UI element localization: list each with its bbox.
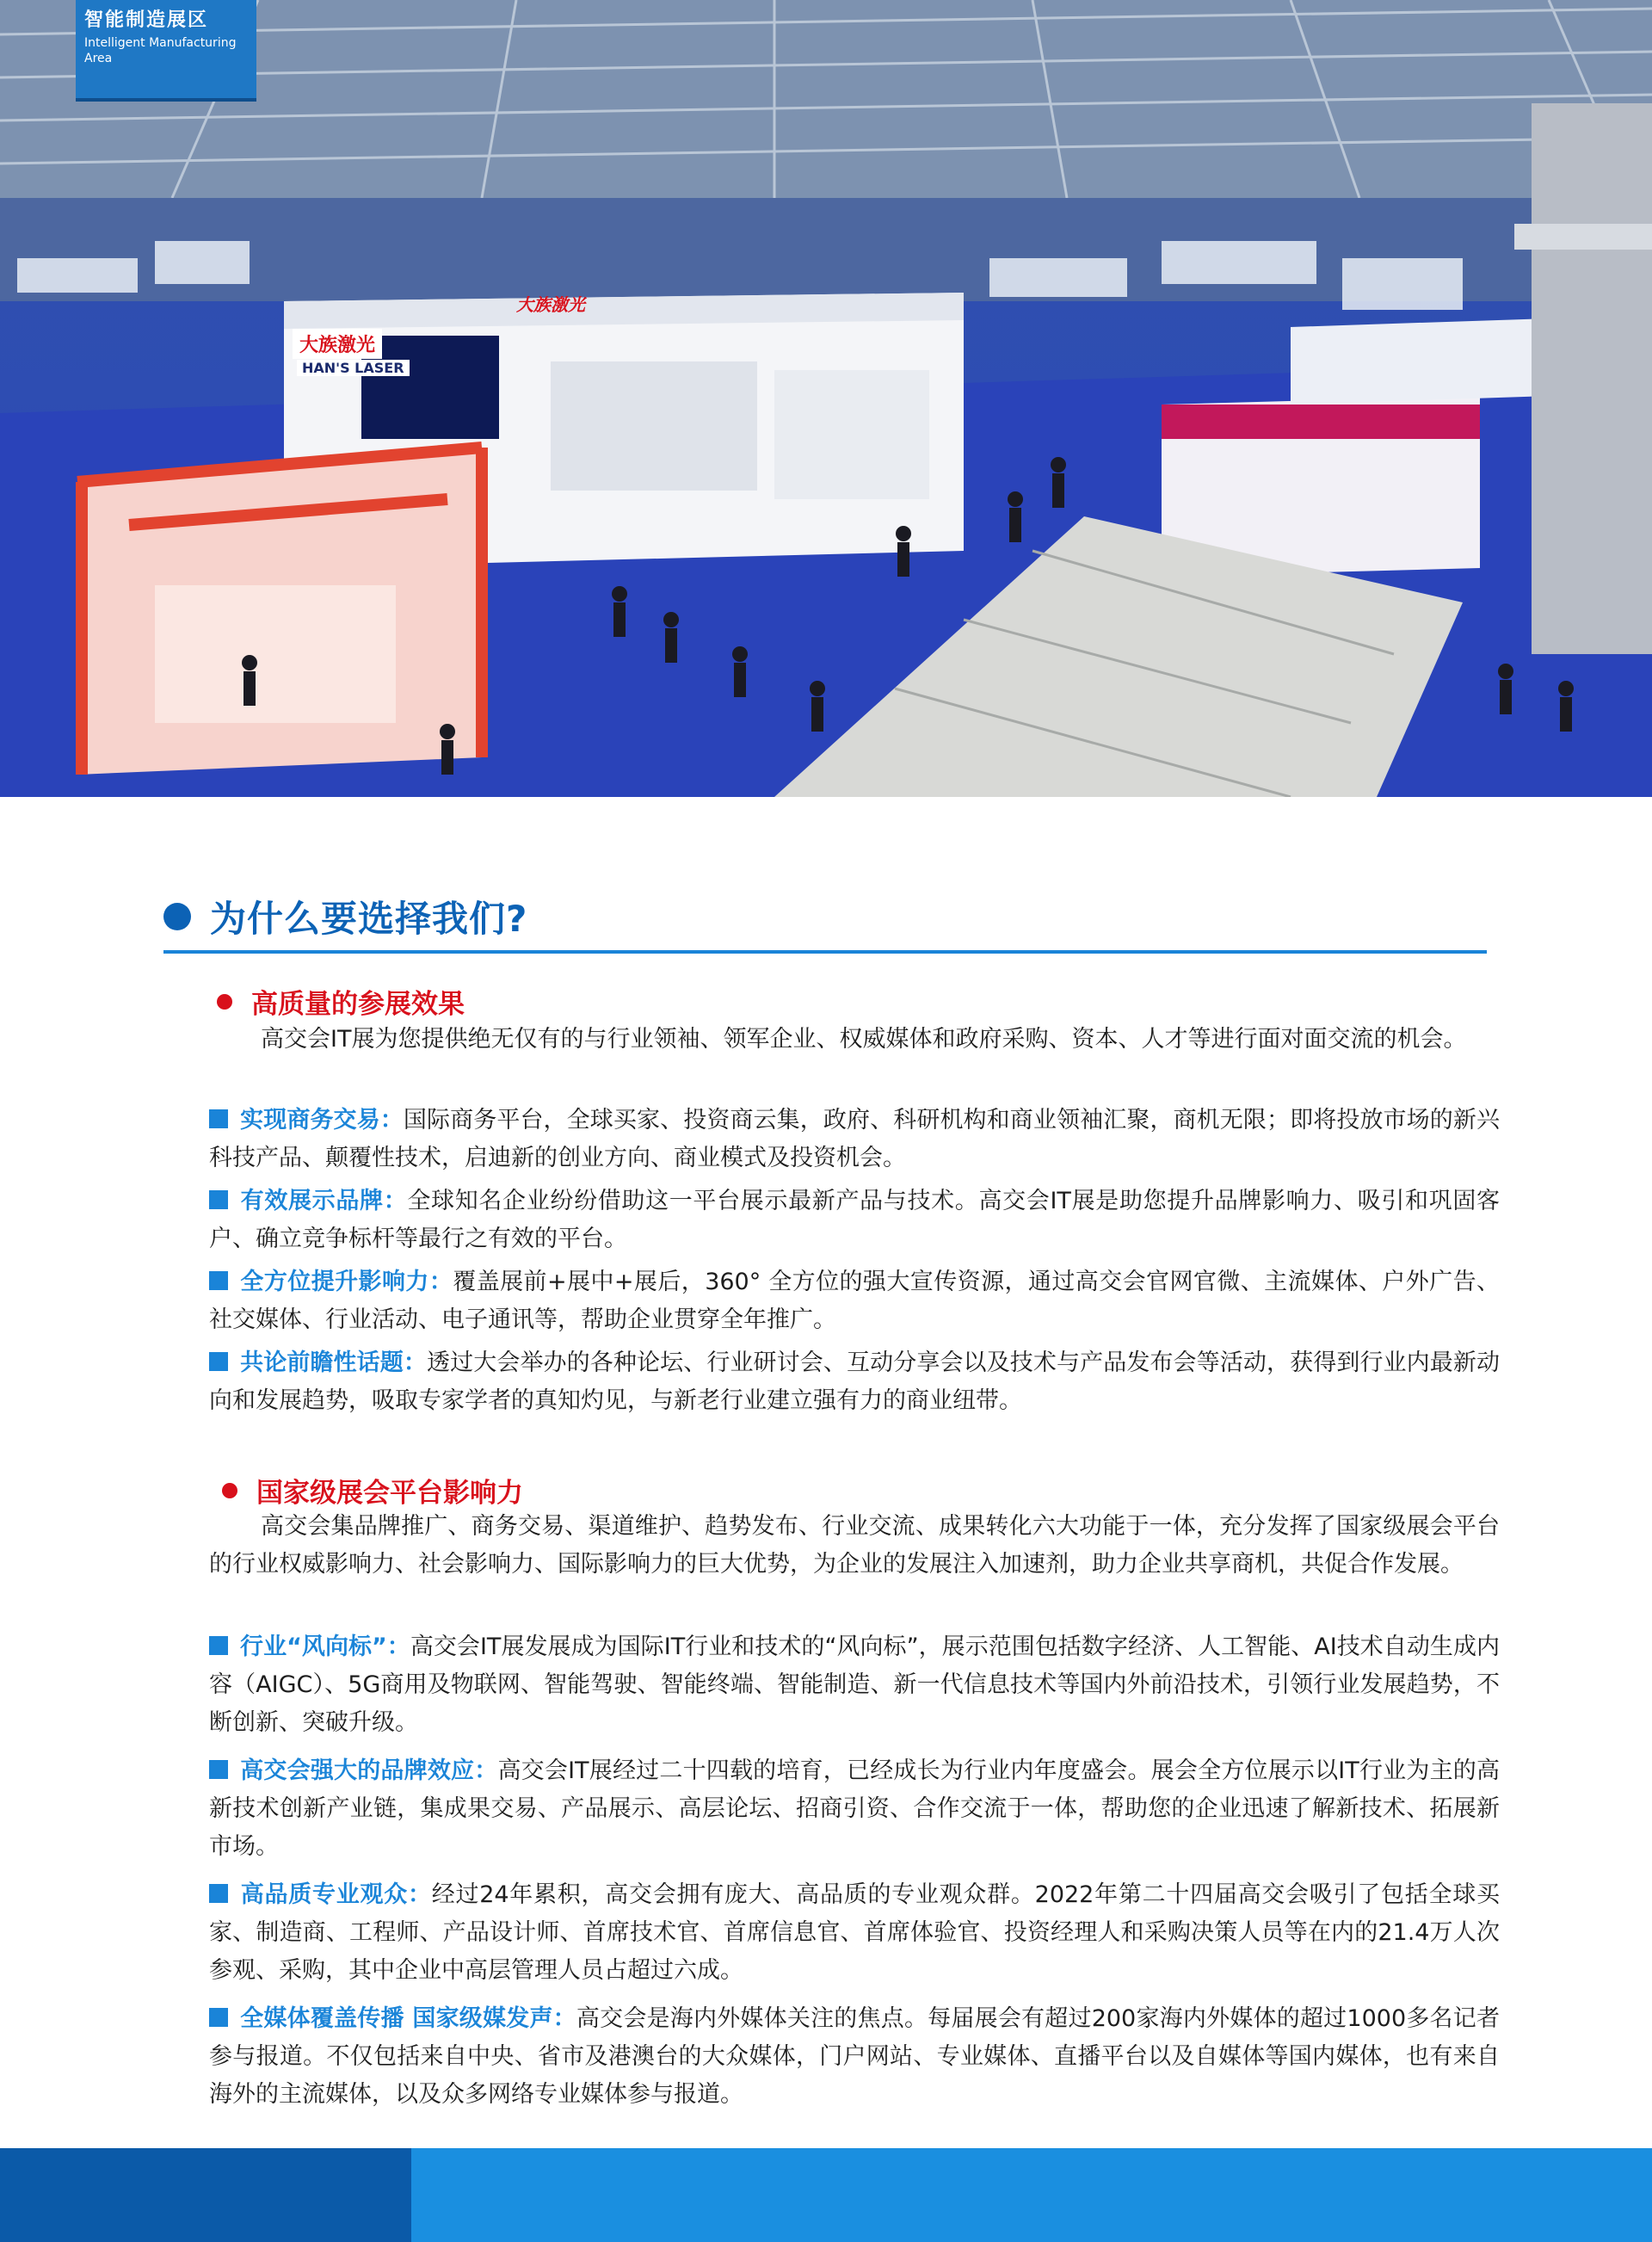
part2-intro: 高交会集品牌推广、商务交易、渠道维护、趋势发布、行业交流、成果转化六大功能于一体，充分发挥了国家级展会平台的行业权威影响力、社会影响力、国际影响力的巨大优势，为企业的发展注入加速剂，助力企业共享商机，共促合作发展。 <box>209 1513 1500 1578</box>
item-text: 高交会IT展经过二十四载的培育，已经成长为行业内年度盛会。展会全方位展示以IT行业为主的高新技术创新产业链，集成果交易、产品展示、高层论坛、招商引资、合作交流于一体，帮助您的企业迅速了解新技术、拓展新市场。 <box>209 1757 1500 1860</box>
item-label: 高交会强大的品牌效应： <box>240 1757 498 1784</box>
zone-sign-cn: 智能制造展区 <box>84 9 209 31</box>
item-label: 共论前瞻性话题： <box>240 1350 427 1376</box>
square-bullet-icon <box>209 1636 228 1655</box>
part1-item <box>209 1344 1500 1420</box>
part1-item <box>209 1263 1500 1339</box>
item-label: 全方位提升影响力： <box>240 1269 453 1295</box>
part2-item <box>209 1752 1500 1866</box>
square-bullet-icon <box>209 1884 228 1903</box>
part2-item <box>209 1628 1500 1742</box>
item-text: 国际商务平台，全球买家、投资商云集，政府、科研机构和商业领袖汇聚，商机无限；即将投放市场的新兴科技产品、颠覆性技术，启迪新的创业方向、商业模式及投资机会。 <box>209 1107 1500 1171</box>
item-text: 覆盖展前+展中+展后，360° 全方位的强大宣传资源，通过高交会官网官微、主流媒体、户外广告、社交媒体、行业活动、电子通讯等，帮助企业贯穿全年推广。 <box>209 1269 1500 1333</box>
part1-intro: 高交会IT展为您提供绝无仅有的与行业领袖、领军企业、权威媒体和政府采购、资本、人才等进行面对面交流的机会。 <box>261 1026 1467 1053</box>
zone-sign-en: Intelligent Manufacturing Area <box>84 36 237 65</box>
part1-item <box>209 1183 1500 1258</box>
part2-heading <box>222 1471 523 1510</box>
item-label: 全媒体覆盖传播 国家级媒发声： <box>240 2005 576 2032</box>
item-label: 实现商务交易： <box>240 1107 404 1133</box>
booth-top-brand: 大族激光 <box>516 294 585 315</box>
square-bullet-icon <box>209 1271 228 1290</box>
part2-heading-text: 国家级展会平台影响力 <box>256 1478 523 1509</box>
square-bullet-icon <box>209 1190 228 1209</box>
item-text: 高交会IT展发展成为国际IT行业和技术的“风向标”，展示范围包括数字经济、人工智能、AI技术自动生成内容（AIGC）、5G商用及物联网、智能驾驶、智能终端、智能制造、新一代信息技术等国内外前沿技术，引领行业发展趋势，不断创新、突破升级。 <box>209 1634 1500 1736</box>
title-divider <box>163 950 1487 954</box>
booth-brand-en: HAN'S LASER <box>297 360 410 376</box>
red-bullet-icon <box>217 994 232 1010</box>
section-title-text: 为什么要选择我们? <box>210 898 528 940</box>
part2-item <box>209 2000 1500 2114</box>
square-bullet-icon <box>209 2008 228 2027</box>
part2-item <box>209 1876 1500 1990</box>
item-text: 透过大会举办的各种论坛、行业研讨会、互动分享会以及技术与产品发布会等活动，获得到行业内最新动向和发展趋势，吸取专家学者的真知灼见，与新老行业建立强有力的商业纽带。 <box>209 1350 1500 1414</box>
item-text: 全球知名企业纷纷借助这一平台展示最新产品与技术。高交会IT展是助您提升品牌影响力、吸引和巩固客户、确立竞争标杆等最行之有效的平台。 <box>209 1188 1500 1252</box>
item-label: 高品质专业观众： <box>240 1881 432 1908</box>
item-label: 有效展示品牌： <box>240 1188 408 1214</box>
booth-brand-cn: 大族激光 <box>293 329 382 359</box>
square-bullet-icon <box>209 1109 228 1128</box>
red-bullet-icon <box>222 1483 237 1498</box>
item-text: 高交会是海内外媒体关注的焦点。每届展会有超过200家海内外媒体的超过1000多名记者参与报道。不仅包括来自中央、省市及港澳台的大众媒体，门户网站、专业媒体、直播平台以及自媒体等国内媒体，也有来自海外的主流媒体，以及众多网络专业媒体参与报道。 <box>209 2005 1500 2108</box>
item-label: 行业“风向标”： <box>240 1634 410 1660</box>
footer-bar-light <box>411 2148 1652 2242</box>
part1-heading <box>217 982 465 1021</box>
section-title <box>163 891 527 942</box>
part1-item <box>209 1102 1500 1177</box>
content-area <box>0 797 1652 2148</box>
square-bullet-icon <box>209 1760 228 1779</box>
title-bullet-icon <box>163 903 191 930</box>
zone-sign <box>76 0 256 102</box>
exhibition-hall-photo <box>0 0 1652 797</box>
footer-bar-dark <box>0 2148 411 2242</box>
part1-heading-text: 高质量的参展效果 <box>251 989 465 1020</box>
hall-illustration <box>0 0 1652 797</box>
square-bullet-icon <box>209 1352 228 1371</box>
item-text: 经过24年累积，高交会拥有庞大、高品质的专业观众群。2022年第二十四届高交会吸引了包括全球买家、制造商、工程师、产品设计师、首席技术官、首席信息官、首席体验官、投资经理人和采购决策人员等在内的21.4万人次参观、采购，其中企业中高层管理人员占超过六成。 <box>209 1881 1501 1984</box>
